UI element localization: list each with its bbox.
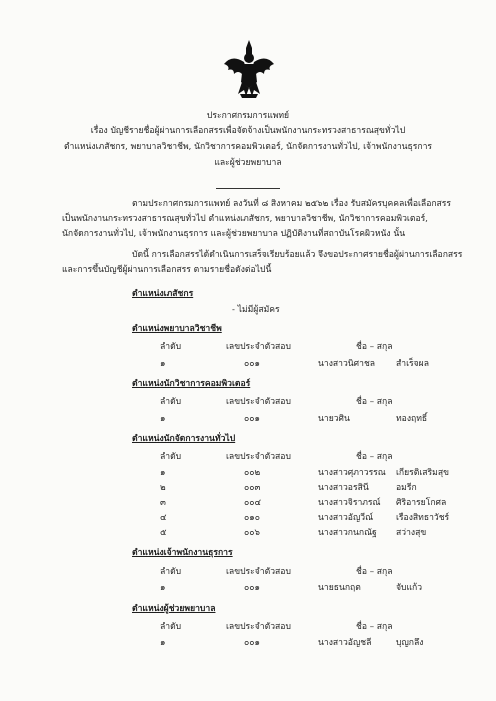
column-order: ลำดับ (160, 397, 182, 407)
row-last-name: อมรีก (396, 483, 417, 493)
row-last-name: จับแก้ว (396, 583, 423, 593)
row-last-name: ศิริอารยโกศล (396, 498, 447, 508)
column-name: ชื่อ – สกุล (356, 342, 393, 352)
row-last-name: สำเร็จผล (396, 359, 429, 369)
row-order: ๔ (160, 513, 167, 523)
row-last-name: เกียรติเสริมสุข (396, 468, 449, 478)
column-order: ลำดับ (160, 452, 182, 462)
column-name: ชื่อ – สกุล (356, 622, 393, 632)
row-exam-id: ๐๐๒ (244, 468, 261, 478)
row-first-name: นางสาวศุภาวรรณ (318, 468, 386, 478)
section-heading-computer: ตำแหน่งนักวิชาการคอมพิวเตอร์ (132, 379, 251, 389)
row-exam-id: ๐๑๐ (244, 513, 260, 523)
paragraph-1-line-2: เป็นพนักงานกระทรวงสาธารณสุขทั่วไป ตำแหน่งเภสัชกร, พยาบาลวิชาชีพ, นักวิชาการคอมพิวเตอร์, (62, 214, 428, 224)
section-heading-clerk: ตำแหน่งเจ้าพนักงานธุรการ (132, 548, 233, 558)
row-order: ๑ (160, 583, 166, 593)
subject-line-2: ตำแหน่งเภสัชกร, พยาบาลวิชาชีพ, นักวิชาการคอมพิวเตอร์, นักจัดการงานทั่วไป, เจ้าพนักงานธุรการ (63, 142, 433, 152)
row-exam-id: ๐๐๖ (244, 528, 260, 538)
row-last-name: บุญกลึง (396, 638, 424, 648)
row-order: ๓ (160, 498, 166, 508)
row-first-name: นางสาวนิศาชล (318, 359, 376, 369)
row-exam-id: ๐๐๓ (244, 483, 261, 493)
row-exam-id: ๐๐๑ (244, 414, 260, 424)
column-name: ชื่อ – สกุล (356, 397, 393, 407)
section-heading-nurse: ตำแหน่งพยาบาลวิชาชีพ (132, 324, 222, 334)
garuda-emblem-icon (222, 38, 276, 100)
row-order: ๒ (160, 483, 166, 493)
row-first-name: นางสาวกนกณัฐ (318, 528, 377, 538)
column-exam-id: เลขประจำตัวสอบ (226, 452, 291, 462)
announcement-title: ประกาศกรมการแพทย์ (206, 111, 290, 121)
column-exam-id: เลขประจำตัวสอบ (226, 567, 291, 577)
row-first-name: นางสาวอัญชลี (318, 638, 372, 648)
paragraph-1-line-3: นักจัดการงานทั่วไป, เจ้าพนักงานธุรการ และผู้ช่วยพยาบาล ปฏิบัติงานที่สถาบันโรคผิวหนัง นั้น (62, 229, 406, 239)
row-first-name: นายวศิน (318, 414, 350, 424)
section-heading-pharmacist: ตำแหน่งเภสัชกร (132, 289, 194, 299)
row-exam-id: ๐๐๑ (244, 638, 260, 648)
subject-line-1: เรื่อง บัญชีรายชื่อผู้ผ่านการเลือกสรรเพื่อจัดจ้างเป็นพนักงานกระทรวงสาธารณสุขทั่วไป (90, 126, 406, 136)
column-exam-id: เลขประจำตัวสอบ (226, 622, 291, 632)
column-order: ลำดับ (160, 567, 182, 577)
row-first-name: นางสาวอัญวีณ์ (318, 513, 374, 523)
column-exam-id: เลขประจำตัวสอบ (226, 397, 291, 407)
row-last-name: ทองฤทธิ์ (396, 414, 428, 424)
column-order: ลำดับ (160, 342, 182, 352)
row-exam-id: ๐๐๔ (244, 498, 261, 508)
paragraph-2-line-2: และการขึ้นบัญชีผู้ผ่านการเลือกสรร ตามรายชื่อดังต่อไปนี้ (62, 265, 272, 275)
title-divider (216, 188, 280, 189)
section-heading-assistant: ตำแหน่งผู้ช่วยพยาบาล (132, 604, 216, 614)
row-exam-id: ๐๐๑ (244, 583, 260, 593)
column-name: ชื่อ – สกุล (356, 567, 393, 577)
row-order: ๑ (160, 414, 166, 424)
row-last-name: เรืองสิทธาวัชร์ (396, 513, 450, 523)
row-first-name: นางสาวจิราภรณ์ (318, 498, 381, 508)
row-order: ๕ (160, 528, 167, 538)
no-applicants-note: - ไม่มีผู้สมัคร (232, 305, 280, 315)
column-order: ลำดับ (160, 622, 182, 632)
subject-line-3: และผู้ช่วยพยาบาล (214, 158, 282, 168)
row-last-name: สว่างสุข (396, 528, 427, 538)
row-first-name: นายธนกฤต (318, 583, 361, 593)
section-heading-general: ตำแหน่งนักจัดการงานทั่วไป (132, 434, 236, 444)
row-exam-id: ๐๐๑ (244, 359, 260, 369)
paragraph-1-line-1: ตามประกาศกรมการแพทย์ ลงวันที่ ๘ สิงหาคม ๒๕๖๒ เรื่อง รับสมัครบุคคลเพื่อเลือกสรร (132, 199, 452, 209)
column-name: ชื่อ – สกุล (356, 452, 393, 462)
column-exam-id: เลขประจำตัวสอบ (226, 342, 291, 352)
paragraph-2-line-1: บัดนี้ การเลือกสรรได้ดำเนินการเสร็จเรียบร้อยแล้ว จึงขอประกาศรายชื่อผู้ผ่านการเลือกสรร (132, 250, 463, 260)
row-order: ๑ (160, 638, 166, 648)
row-order: ๑ (160, 468, 166, 478)
row-order: ๑ (160, 359, 166, 369)
row-first-name: นางสาวอรสินี (318, 483, 369, 493)
